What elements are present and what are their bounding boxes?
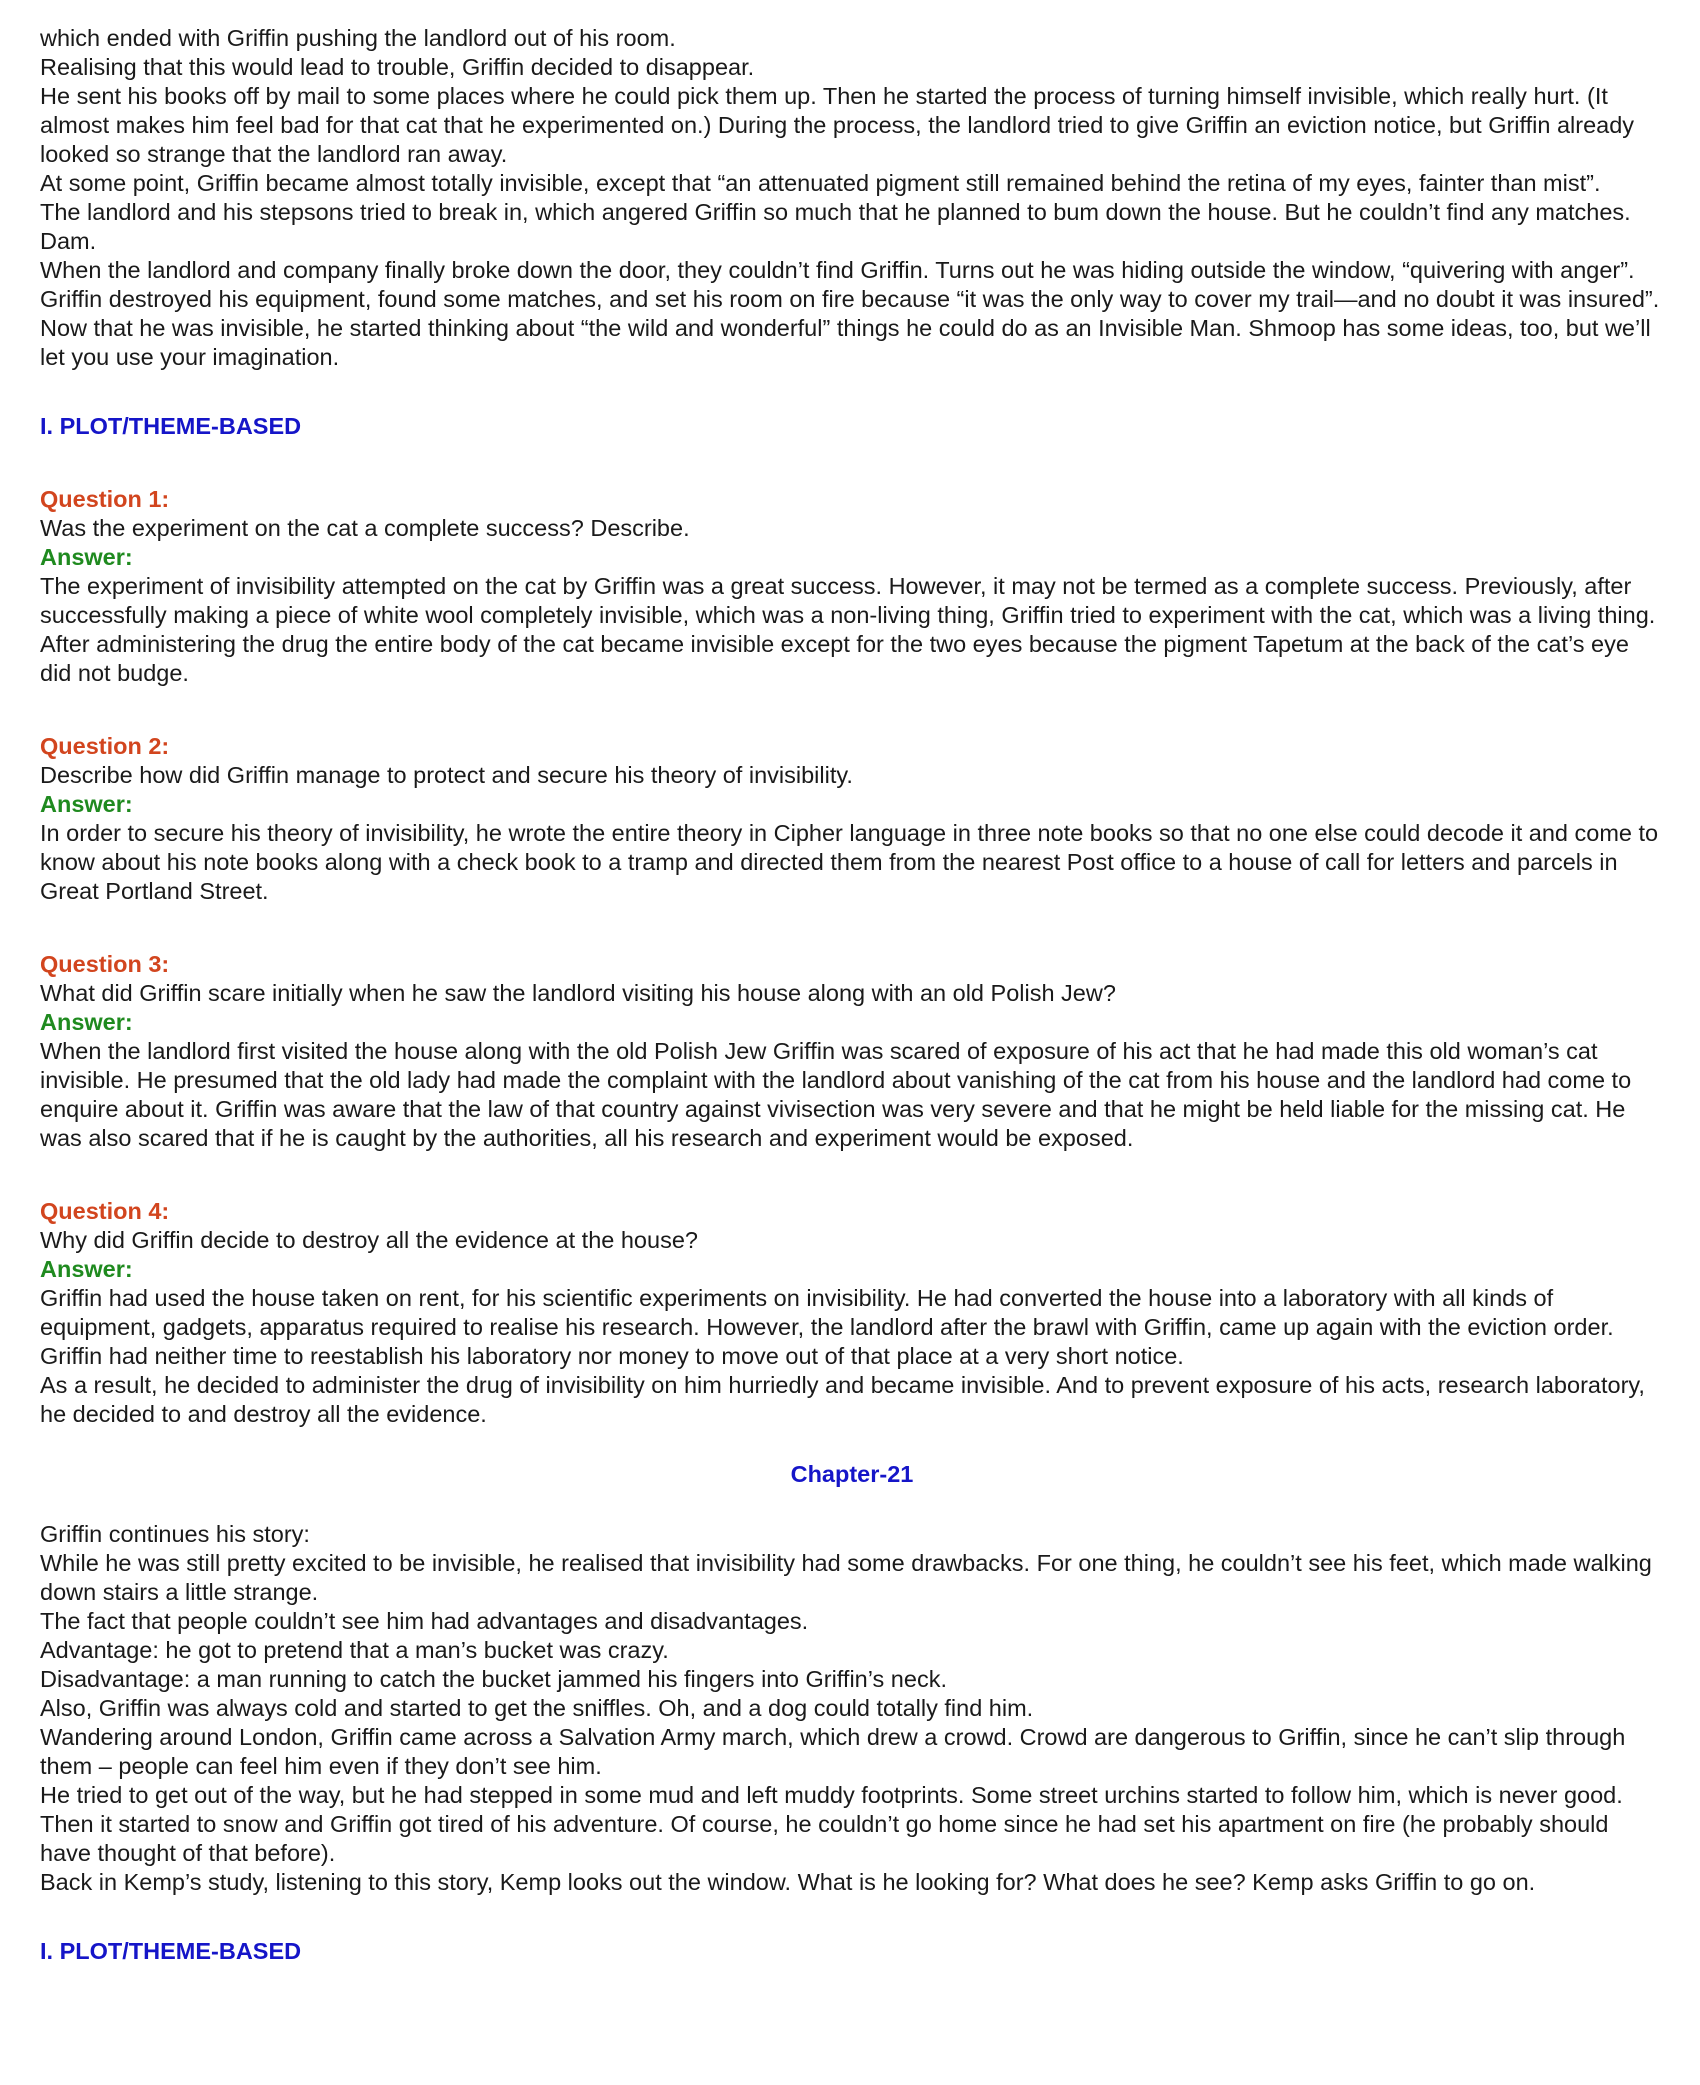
question-text: Describe how did Griffin manage to protect and secure his theory of invisibility. — [40, 762, 853, 788]
summary-paragraph: Also, Griffin was always cold and started to get the sniffles. Oh, and a dog could totally find him. — [40, 1695, 1034, 1721]
summary-paragraph: When the landlord and company finally broke down the door, they couldn’t find Griffin. Turns out he was hiding outside the window, “quivering with anger”. — [40, 257, 1635, 283]
summary-paragraph: Advantage: he got to pretend that a man’s bucket was crazy. — [40, 1637, 669, 1663]
answer-text: When the landlord first visited the house along with the old Polish Jew Griffin was scared of exposure of his act that he had made this old woman’s cat invisible. He presumed that the old lady had made the complaint with the landlord about vanishing of the cat from his house and the landlord had come to enquire about it. Griffin was aware that the law of that country against vivisection was very severe and that he might be held liable for the missing cat. He was also scared that if he is caught by the authorities, all his research and experiment would be exposed. — [40, 1038, 1632, 1151]
answer-text: In order to secure his theory of invisibility, he wrote the entire theory in Cipher language in three note books so that no one else could decode it and come to know about his note books along with a check book to a tramp and directed them from the nearest Post office to a house of call for letters and parcels in Great Portland Street. — [40, 820, 1659, 904]
answer-label: Answer: — [40, 791, 133, 817]
summary-paragraph: Realising that this would lead to trouble, Griffin decided to disappear. — [40, 54, 755, 80]
summary-paragraph: Now that he was invisible, he started thinking about “the wild and wonderful” things he could do as an Invisible Man. Shmoop has some ideas, too, but we’ll let you use your imagination. — [40, 315, 1651, 370]
summary-paragraph: Back in Kemp’s study, listening to this story, Kemp looks out the window. What is he looking for? What does he see? Kemp asks Griffin to go on. — [40, 1869, 1536, 1895]
answer-label: Answer: — [40, 1256, 133, 1282]
section-heading: I. PLOT/THEME-BASED — [40, 413, 302, 439]
section-heading: I. PLOT/THEME-BASED — [40, 1938, 302, 1964]
answer-text: As a result, he decided to administer the drug of invisibility on him hurriedly and became invisible. And to prevent exposure of his acts, research laboratory, he decided to and destroy all the evidence. — [40, 1372, 1645, 1427]
summary-paragraph: At some point, Griffin became almost totally invisible, except that “an attenuated pigment still remained behind the retina of my eyes, fainter than mist”. — [40, 170, 1601, 196]
summary-paragraph: He sent his books off by mail to some places where he could pick them up. Then he started the process of turning himself invisible, which really hurt. (It almost makes him feel bad for that cat that he experimented on.) During the process, the landlord tried to give Griffin an eviction notice, but Griffin already looked so strange that the landlord ran away. — [40, 83, 1635, 167]
summary-paragraph: Griffin destroyed his equipment, found some matches, and set his room on fire because “it was the only way to cover my trail—and no doubt it was insured”. — [40, 286, 1660, 312]
question-text: What did Griffin scare initially when he saw the landlord visiting his house along with an old Polish Jew? — [40, 980, 1116, 1006]
answer-text: Griffin had used the house taken on rent, for his scientific experiments on invisibility. He had converted the house into a laboratory with all kinds of equipment, gadgets, apparatus required to realise his research. However, the landlord after the brawl with Griffin, came up again with the eviction order. Griffin had neither time to reestablish his laboratory nor money to move out of that place at a very short notice. — [40, 1285, 1614, 1369]
summary-paragraph: Disadvantage: a man running to catch the bucket jammed his fingers into Griffin’s neck. — [40, 1666, 947, 1692]
chapter21-summary — [40, 1520, 1664, 1897]
qa-block — [40, 906, 1664, 1153]
chapter20-summary — [40, 24, 1664, 372]
answer-label: Answer: — [40, 1009, 133, 1035]
summary-paragraph: While he was still pretty excited to be invisible, he realised that invisibility had some drawbacks. For one thing, he couldn’t see his feet, which made walking down stairs a little strange. — [40, 1550, 1652, 1605]
question-text: Was the experiment on the cat a complete success? Describe. — [40, 515, 690, 541]
summary-paragraph: Then it started to snow and Griffin got tired of his adventure. Of course, he couldn’t go home since he had set his apartment on fire (he probably should have thought of that before). — [40, 1811, 1609, 1866]
qa-block — [40, 688, 1664, 906]
summary-paragraph: Wandering around London, Griffin came across a Salvation Army march, which drew a crowd. Crowd are dangerous to Griffin, since he can’t slip through them – people can feel him even if they don’t see him. — [40, 1724, 1626, 1779]
summary-paragraph: The landlord and his stepsons tried to break in, which angered Griffin so much that he planned to bum down the house. But he couldn’t find any matches. Dam. — [40, 199, 1631, 254]
summary-paragraph: which ended with Griffin pushing the landlord out of his room. — [40, 25, 676, 51]
chapter-heading: Chapter-21 — [790, 1461, 914, 1487]
answer-label: Answer: — [40, 544, 133, 570]
qa-block — [40, 441, 1664, 688]
question-label: Question 4: — [40, 1198, 170, 1224]
question-label: Question 2: — [40, 733, 170, 759]
summary-paragraph: He tried to get out of the way, but he had stepped in some mud and left muddy footprints. Some street urchins started to follow him, which is never good. — [40, 1782, 1623, 1808]
question-label: Question 1: — [40, 486, 170, 512]
answer-text: The experiment of invisibility attempted on the cat by Griffin was a great success. However, it may not be termed as a complete success. Previously, after successfully making a piece of white wool completely invisible, which was a non-living thing, Griffin tried to experiment with the cat, which was a living thing. After administering the drug the entire body of the cat became invisible except for the two eyes because the pigment Tapetum at the back of the cat’s eye did not budge. — [40, 573, 1656, 686]
question-label: Question 3: — [40, 951, 170, 977]
summary-paragraph: The fact that people couldn’t see him had advantages and disadvantages. — [40, 1608, 809, 1634]
summary-paragraph: Griffin continues his story: — [40, 1521, 310, 1547]
question-text: Why did Griffin decide to destroy all the evidence at the house? — [40, 1227, 698, 1253]
qa-block — [40, 1153, 1664, 1429]
